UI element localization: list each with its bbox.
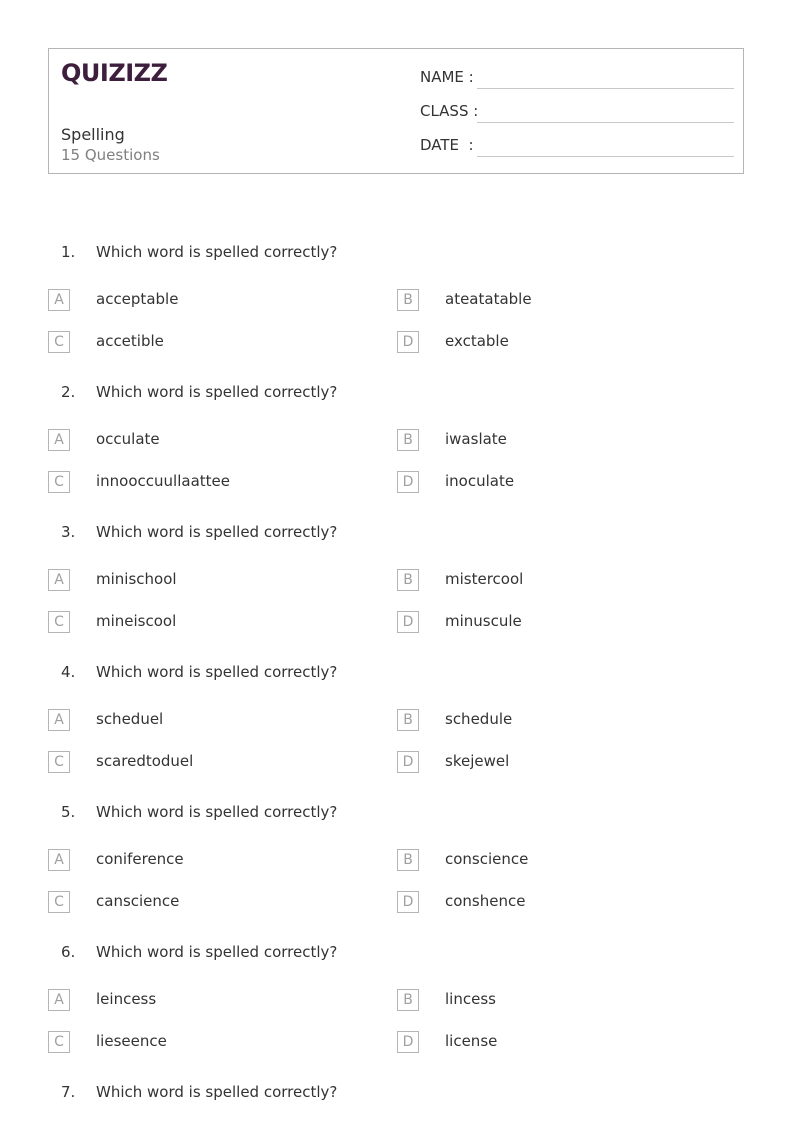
option-c[interactable] (48, 471, 348, 495)
option-text: leincess (96, 990, 157, 1008)
option-letter-box: D (397, 611, 419, 633)
option-text: conshence (445, 892, 526, 910)
name-field[interactable] (420, 68, 734, 90)
date-label: DATE : (420, 136, 474, 154)
option-letter-box: B (397, 989, 419, 1011)
option-d[interactable] (397, 891, 697, 915)
date-line[interactable] (477, 156, 734, 157)
question-number: 2. (61, 383, 76, 401)
option-letter-box: D (397, 331, 419, 353)
question-1 (0, 243, 794, 373)
option-letter-box: C (48, 1031, 70, 1053)
option-text: exctable (445, 332, 509, 350)
option-a[interactable] (48, 989, 348, 1013)
question-number: 7. (61, 1083, 76, 1101)
option-letter-box: A (48, 569, 70, 591)
option-b[interactable] (397, 849, 697, 873)
name-label: NAME : (420, 68, 474, 86)
option-b[interactable] (397, 429, 697, 453)
option-letter-box: C (48, 891, 70, 913)
option-text: mistercool (445, 570, 524, 588)
option-d[interactable] (397, 331, 697, 355)
question-text: Which word is spelled correctly? (96, 663, 338, 681)
question-4 (0, 663, 794, 793)
option-a[interactable] (48, 849, 348, 873)
option-letter-box: B (397, 849, 419, 871)
option-text: scaredtoduel (96, 752, 194, 770)
option-letter-box: C (48, 751, 70, 773)
option-letter-box: A (48, 429, 70, 451)
option-letter-box: C (48, 471, 70, 493)
question-text: Which word is spelled correctly? (96, 243, 338, 261)
option-letter-box: B (397, 709, 419, 731)
option-c[interactable] (48, 331, 348, 355)
option-b[interactable] (397, 569, 697, 593)
option-letter-box: D (397, 891, 419, 913)
option-b[interactable] (397, 989, 697, 1013)
option-text: minuscule (445, 612, 522, 630)
option-text: schedule (445, 710, 513, 728)
option-c[interactable] (48, 751, 348, 775)
option-letter-box: A (48, 709, 70, 731)
question-text: Which word is spelled correctly? (96, 1083, 338, 1101)
option-text: mineiscool (96, 612, 177, 630)
option-text: lincess (445, 990, 496, 1008)
option-letter-box: A (48, 989, 70, 1011)
option-text: accetible (96, 332, 164, 350)
quizizz-logo: QUIZIZZ (61, 59, 168, 87)
option-d[interactable] (397, 471, 697, 495)
option-a[interactable] (48, 569, 348, 593)
question-6 (0, 943, 794, 1073)
option-c[interactable] (48, 1031, 348, 1055)
question-text: Which word is spelled correctly? (96, 943, 338, 961)
option-text: iwaslate (445, 430, 507, 448)
option-text: minischool (96, 570, 177, 588)
option-letter-box: C (48, 331, 70, 353)
worksheet-title: Spelling (61, 125, 125, 144)
option-text: ateatatable (445, 290, 532, 308)
question-number: 5. (61, 803, 76, 821)
option-a[interactable] (48, 289, 348, 313)
option-b[interactable] (397, 709, 697, 733)
question-number: 4. (61, 663, 76, 681)
option-d[interactable] (397, 1031, 697, 1055)
option-letter-box: D (397, 471, 419, 493)
option-text: occulate (96, 430, 160, 448)
option-text: coniference (96, 850, 184, 868)
option-letter-box: B (397, 429, 419, 451)
option-letter-box: D (397, 1031, 419, 1053)
question-count: 15 Questions (61, 146, 160, 164)
option-b[interactable] (397, 289, 697, 313)
class-line[interactable] (477, 122, 734, 123)
class-field[interactable] (420, 102, 734, 124)
question-3 (0, 523, 794, 653)
option-letter-box: A (48, 289, 70, 311)
class-label: CLASS : (420, 102, 479, 120)
option-d[interactable] (397, 751, 697, 775)
option-text: conscience (445, 850, 529, 868)
question-text: Which word is spelled correctly? (96, 523, 338, 541)
option-text: acceptable (96, 290, 179, 308)
option-text: inoculate (445, 472, 515, 490)
question-text: Which word is spelled correctly? (96, 803, 338, 821)
option-a[interactable] (48, 429, 348, 453)
option-letter-box: D (397, 751, 419, 773)
option-a[interactable] (48, 709, 348, 733)
question-number: 1. (61, 243, 76, 261)
option-c[interactable] (48, 891, 348, 915)
option-letter-box: C (48, 611, 70, 633)
option-letter-box: B (397, 289, 419, 311)
option-c[interactable] (48, 611, 348, 635)
option-text: license (445, 1032, 498, 1050)
question-number: 3. (61, 523, 76, 541)
option-letter-box: B (397, 569, 419, 591)
option-text: lieseence (96, 1032, 167, 1050)
option-text: canscience (96, 892, 180, 910)
question-5 (0, 803, 794, 933)
option-d[interactable] (397, 611, 697, 635)
option-text: innooccuullaattee (96, 472, 230, 490)
date-field[interactable] (420, 136, 734, 158)
question-number: 6. (61, 943, 76, 961)
option-letter-box: A (48, 849, 70, 871)
option-text: skejewel (445, 752, 510, 770)
question-text: Which word is spelled correctly? (96, 383, 338, 401)
question-7 (0, 1083, 794, 1113)
name-line[interactable] (477, 88, 734, 89)
question-2 (0, 383, 794, 513)
option-text: scheduel (96, 710, 164, 728)
worksheet-header (48, 48, 744, 174)
